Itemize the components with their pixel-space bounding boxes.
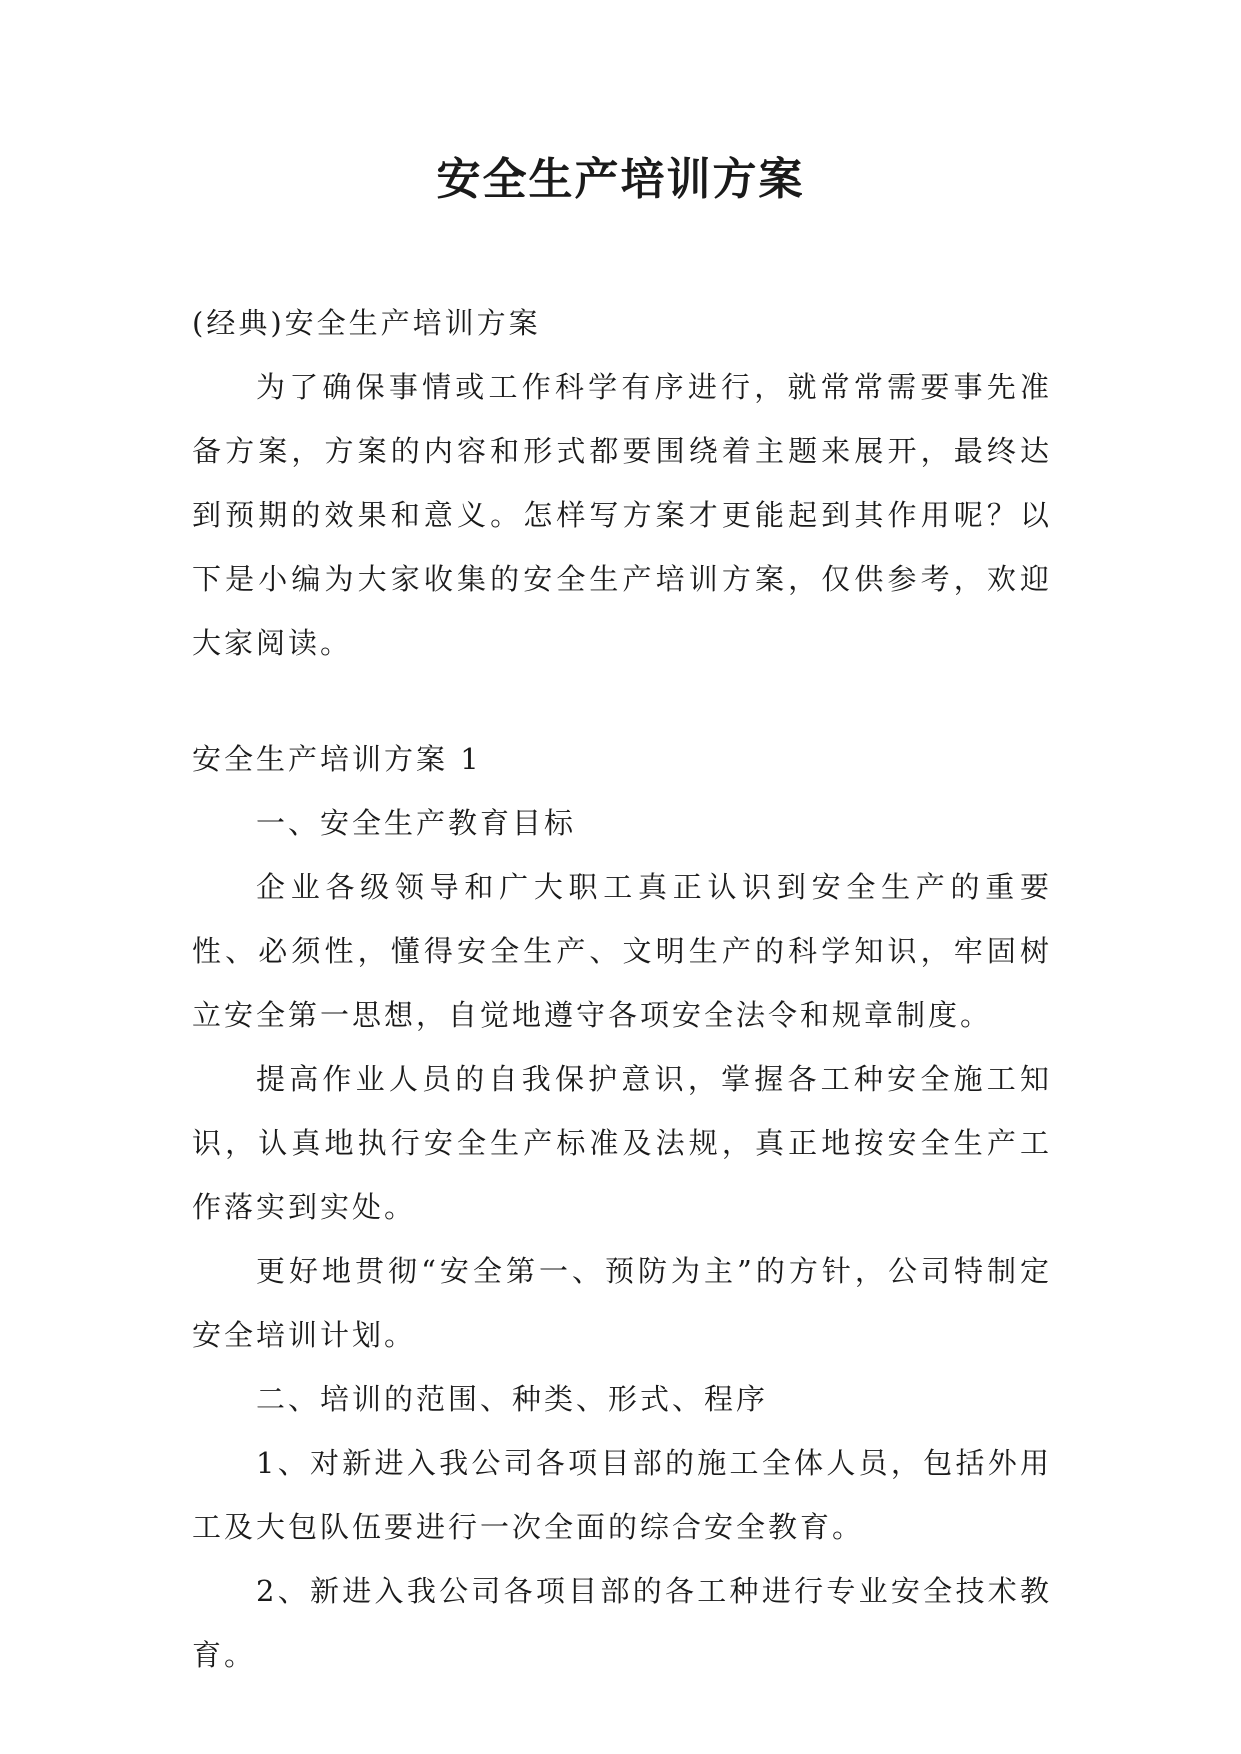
- body-paragraph: 提高作业人员的自我保护意识，掌握各工种安全施工知识，认真地执行安全生产标准及法规，真正地按安全生产工作落实到实处。: [192, 1062, 1052, 1224]
- document-body: [192, 291, 1052, 1687]
- list-item: 1、对新进入我公司各项目部的施工全体人员，包括外用工及大包队伍要进行一次全面的综合安全教育。: [192, 1446, 1052, 1544]
- subtitle-line: (经典)安全生产培训方案: [192, 306, 541, 340]
- subsection-heading: 一、安全生产教育目标: [256, 806, 577, 840]
- body-paragraph: 企业各级领导和广大职工真正认识到安全生产的重要性、必须性，懂得安全生产、文明生产的科学知识，牢固树立安全第一思想，自觉地遵守各项安全法令和规章制度。: [192, 870, 1052, 1032]
- intro-paragraph: 为了确保事情或工作科学有序进行，就常常需要事先准备方案，方案的内容和形式都要围绕着主题来展开，最终达到预期的效果和意义。怎样写方案才更能起到其作用呢？以下是小编为大家收集的安全生产培训方案，仅供参考，欢迎大家阅读。: [192, 370, 1052, 660]
- body-paragraph: 更好地贯彻“安全第一、预防为主”的方针，公司特制定安全培训计划。: [192, 1254, 1052, 1352]
- subsection-heading: 二、培训的范围、种类、形式、程序: [256, 1382, 769, 1416]
- document-title: 安全生产培训方案: [436, 154, 805, 205]
- list-item: 2、新进入我公司各项目部的各工种进行专业安全技术教育。: [192, 1574, 1052, 1672]
- section-heading: 安全生产培训方案 1: [192, 742, 482, 776]
